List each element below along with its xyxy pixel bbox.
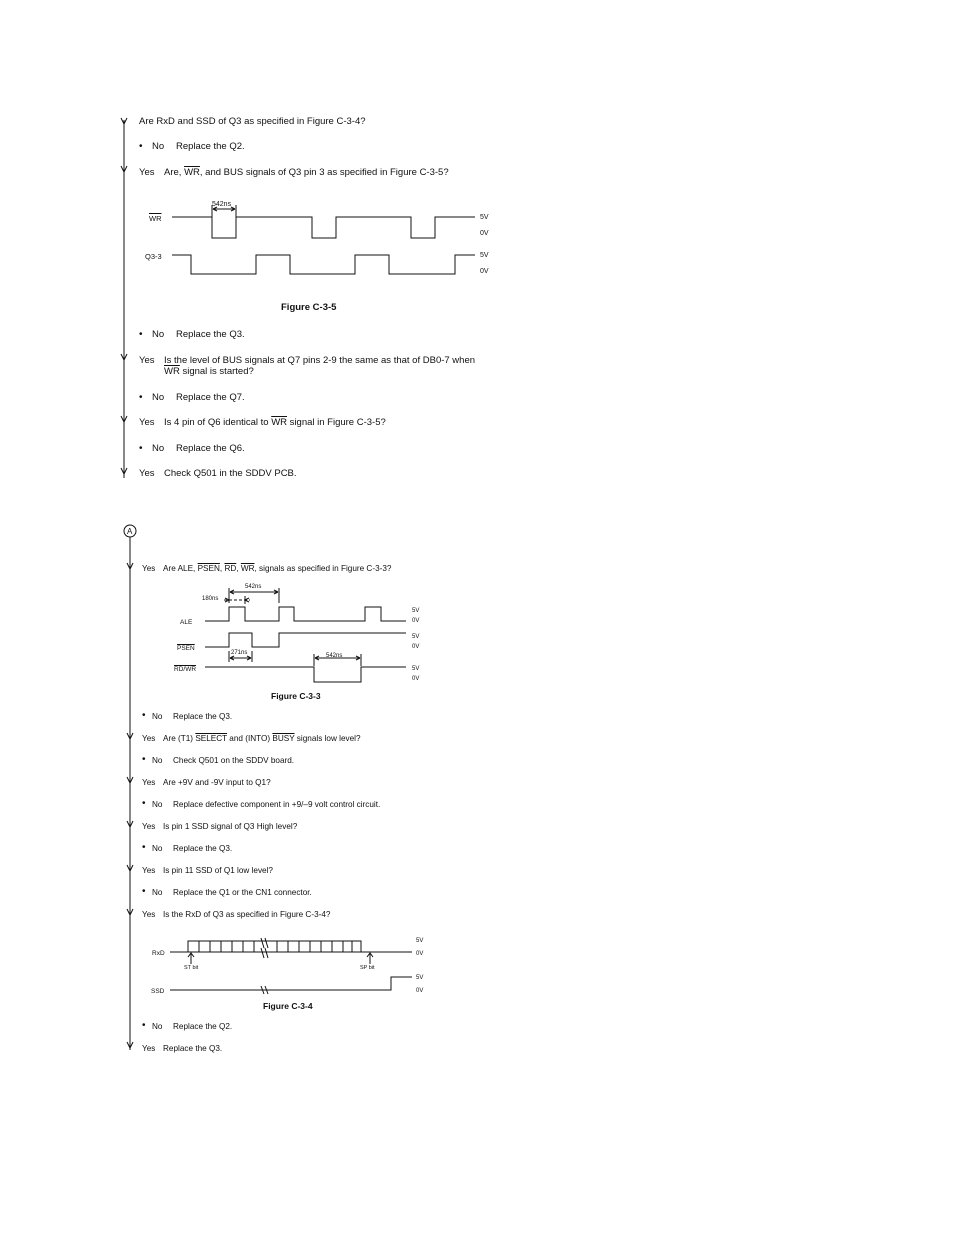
no-action: Replace the Q3. xyxy=(173,844,233,853)
signal-label-ssd: SSD xyxy=(151,988,165,995)
bullet-dot: • xyxy=(139,392,143,403)
bullet-dot: • xyxy=(142,798,146,809)
yes-label: Yes xyxy=(142,910,156,919)
yes-label: Yes xyxy=(139,468,155,479)
no-label: No xyxy=(152,888,163,897)
voltage-5v: 5V xyxy=(480,252,489,259)
yes-label: Yes xyxy=(139,167,155,178)
no-action: Replace the Q2. xyxy=(176,141,245,152)
timing-label: 271ns xyxy=(231,650,248,656)
yes-action: Replace the Q3. xyxy=(163,1044,223,1053)
yes-label: Yes xyxy=(142,1044,156,1053)
yes-question: Are ALE, PSEN, $\overline{RD}$, $\overline{WR}$, signals as specified in Figure C-3-3? xyxy=(163,564,392,573)
yes-label: Yes xyxy=(139,417,155,428)
signal-label-ale: ALE xyxy=(180,619,193,626)
no-label: No xyxy=(152,329,165,340)
bullet-dot: • xyxy=(142,754,146,765)
yes-question: Are (T1) SELECT and (INTO) BUSY signals low level? xyxy=(163,734,361,743)
voltage-5v: 5V xyxy=(412,634,420,640)
bullet-dot: • xyxy=(142,886,146,897)
signal-label-rd-wr: RD/WR xyxy=(174,666,197,673)
yes-label: Yes xyxy=(142,734,156,743)
no-action: Replace the Q7. xyxy=(176,392,245,403)
timing-label: 542ns xyxy=(326,653,343,659)
yes-label: Yes xyxy=(142,778,156,787)
voltage-5v: 5V xyxy=(416,975,424,981)
question-rxd-ssd: Are RxD and SSD of Q3 as specified in Figure C-3-4? xyxy=(139,116,366,127)
no-label: No xyxy=(152,800,163,809)
no-action: Replace the Q3. xyxy=(176,329,245,340)
no-action: Replace defective component in +9/–9 volt control circuit. xyxy=(173,800,381,809)
timing-label: 542ns xyxy=(212,201,232,208)
no-label: No xyxy=(152,443,165,454)
voltage-5v: 5V xyxy=(412,666,420,672)
bullet-dot: • xyxy=(139,141,143,152)
st-bit-label: ST bit xyxy=(184,965,199,971)
signal-label-q3-3: Q3-3 xyxy=(145,252,162,261)
voltage-0v: 0V xyxy=(412,676,420,682)
voltage-0v: 0V xyxy=(416,988,424,994)
no-label: No xyxy=(152,712,163,721)
no-action: Check Q501 on the SDDV board. xyxy=(173,756,295,765)
bullet-dot: • xyxy=(139,443,143,454)
yes-question: Is the RxD of Q3 as specified in Figure C-3-4? xyxy=(163,910,331,919)
voltage-5v: 5V xyxy=(416,938,424,944)
no-label: No xyxy=(152,844,163,853)
yes-question: Are +9V and -9V input to Q1? xyxy=(163,778,271,787)
voltage-0v: 0V xyxy=(480,230,489,237)
yes-label: Yes xyxy=(139,355,155,366)
voltage-0v: 0V xyxy=(412,618,420,624)
no-label: No xyxy=(152,1022,163,1031)
yes-label: Yes xyxy=(142,822,156,831)
voltage-0v: 0V xyxy=(416,951,424,957)
yes-question-cont: $\overline{WR}$ signal is started? xyxy=(164,366,254,377)
signal-label-wr: $\overline{WR}$ xyxy=(149,214,162,223)
bullet-dot: • xyxy=(142,1020,146,1031)
signal-label-rxd: RxD xyxy=(152,950,165,957)
timing-label: 180ns xyxy=(202,596,219,602)
no-label: No xyxy=(152,392,165,403)
no-action: Replace the Q3. xyxy=(173,712,233,721)
sp-bit-label: SP bit xyxy=(360,965,375,971)
bullet-dot: • xyxy=(139,329,143,340)
yes-label: Yes xyxy=(142,866,156,875)
yes-action: Check Q501 in the SDDV PCB. xyxy=(164,468,297,479)
yes-question: Are, $\overline{WR}$, and BUS signals of Q3 pin 3 as specified in Figure C-3-5? xyxy=(164,167,449,178)
no-action: Replace the Q1 or the CN1 connector. xyxy=(173,888,312,897)
yes-question: Is pin 11 SSD of Q1 low level? xyxy=(163,866,273,875)
voltage-5v: 5V xyxy=(412,608,420,614)
yes-question: Is 4 pin of Q6 identical to $\overline{WR}$ signal in Figure C-3-5? xyxy=(164,417,386,428)
no-action: Replace the Q6. xyxy=(176,443,245,454)
figure-caption: Figure C-3-3 xyxy=(271,691,321,701)
no-action: Replace the Q2. xyxy=(173,1022,233,1031)
figure-caption: Figure C-3-5 xyxy=(281,302,337,313)
figure-caption: Figure C-3-4 xyxy=(263,1001,313,1011)
no-label: No xyxy=(152,141,165,152)
bullet-dot: • xyxy=(142,710,146,721)
no-label: No xyxy=(152,756,163,765)
voltage-0v: 0V xyxy=(480,268,489,275)
voltage-0v: 0V xyxy=(412,644,420,650)
yes-question: Is pin 1 SSD signal of Q3 High level? xyxy=(163,822,298,831)
bullet-dot: • xyxy=(142,842,146,853)
yes-question: Is the level of BUS signals at Q7 pins 2-9 the same as that of DB0-7 when xyxy=(164,355,476,366)
signal-label-psen: PSEN xyxy=(177,645,195,652)
connector-label: A xyxy=(127,527,133,536)
timing-label: 542ns xyxy=(245,584,262,590)
yes-label: Yes xyxy=(142,564,156,573)
voltage-5v: 5V xyxy=(480,214,489,221)
